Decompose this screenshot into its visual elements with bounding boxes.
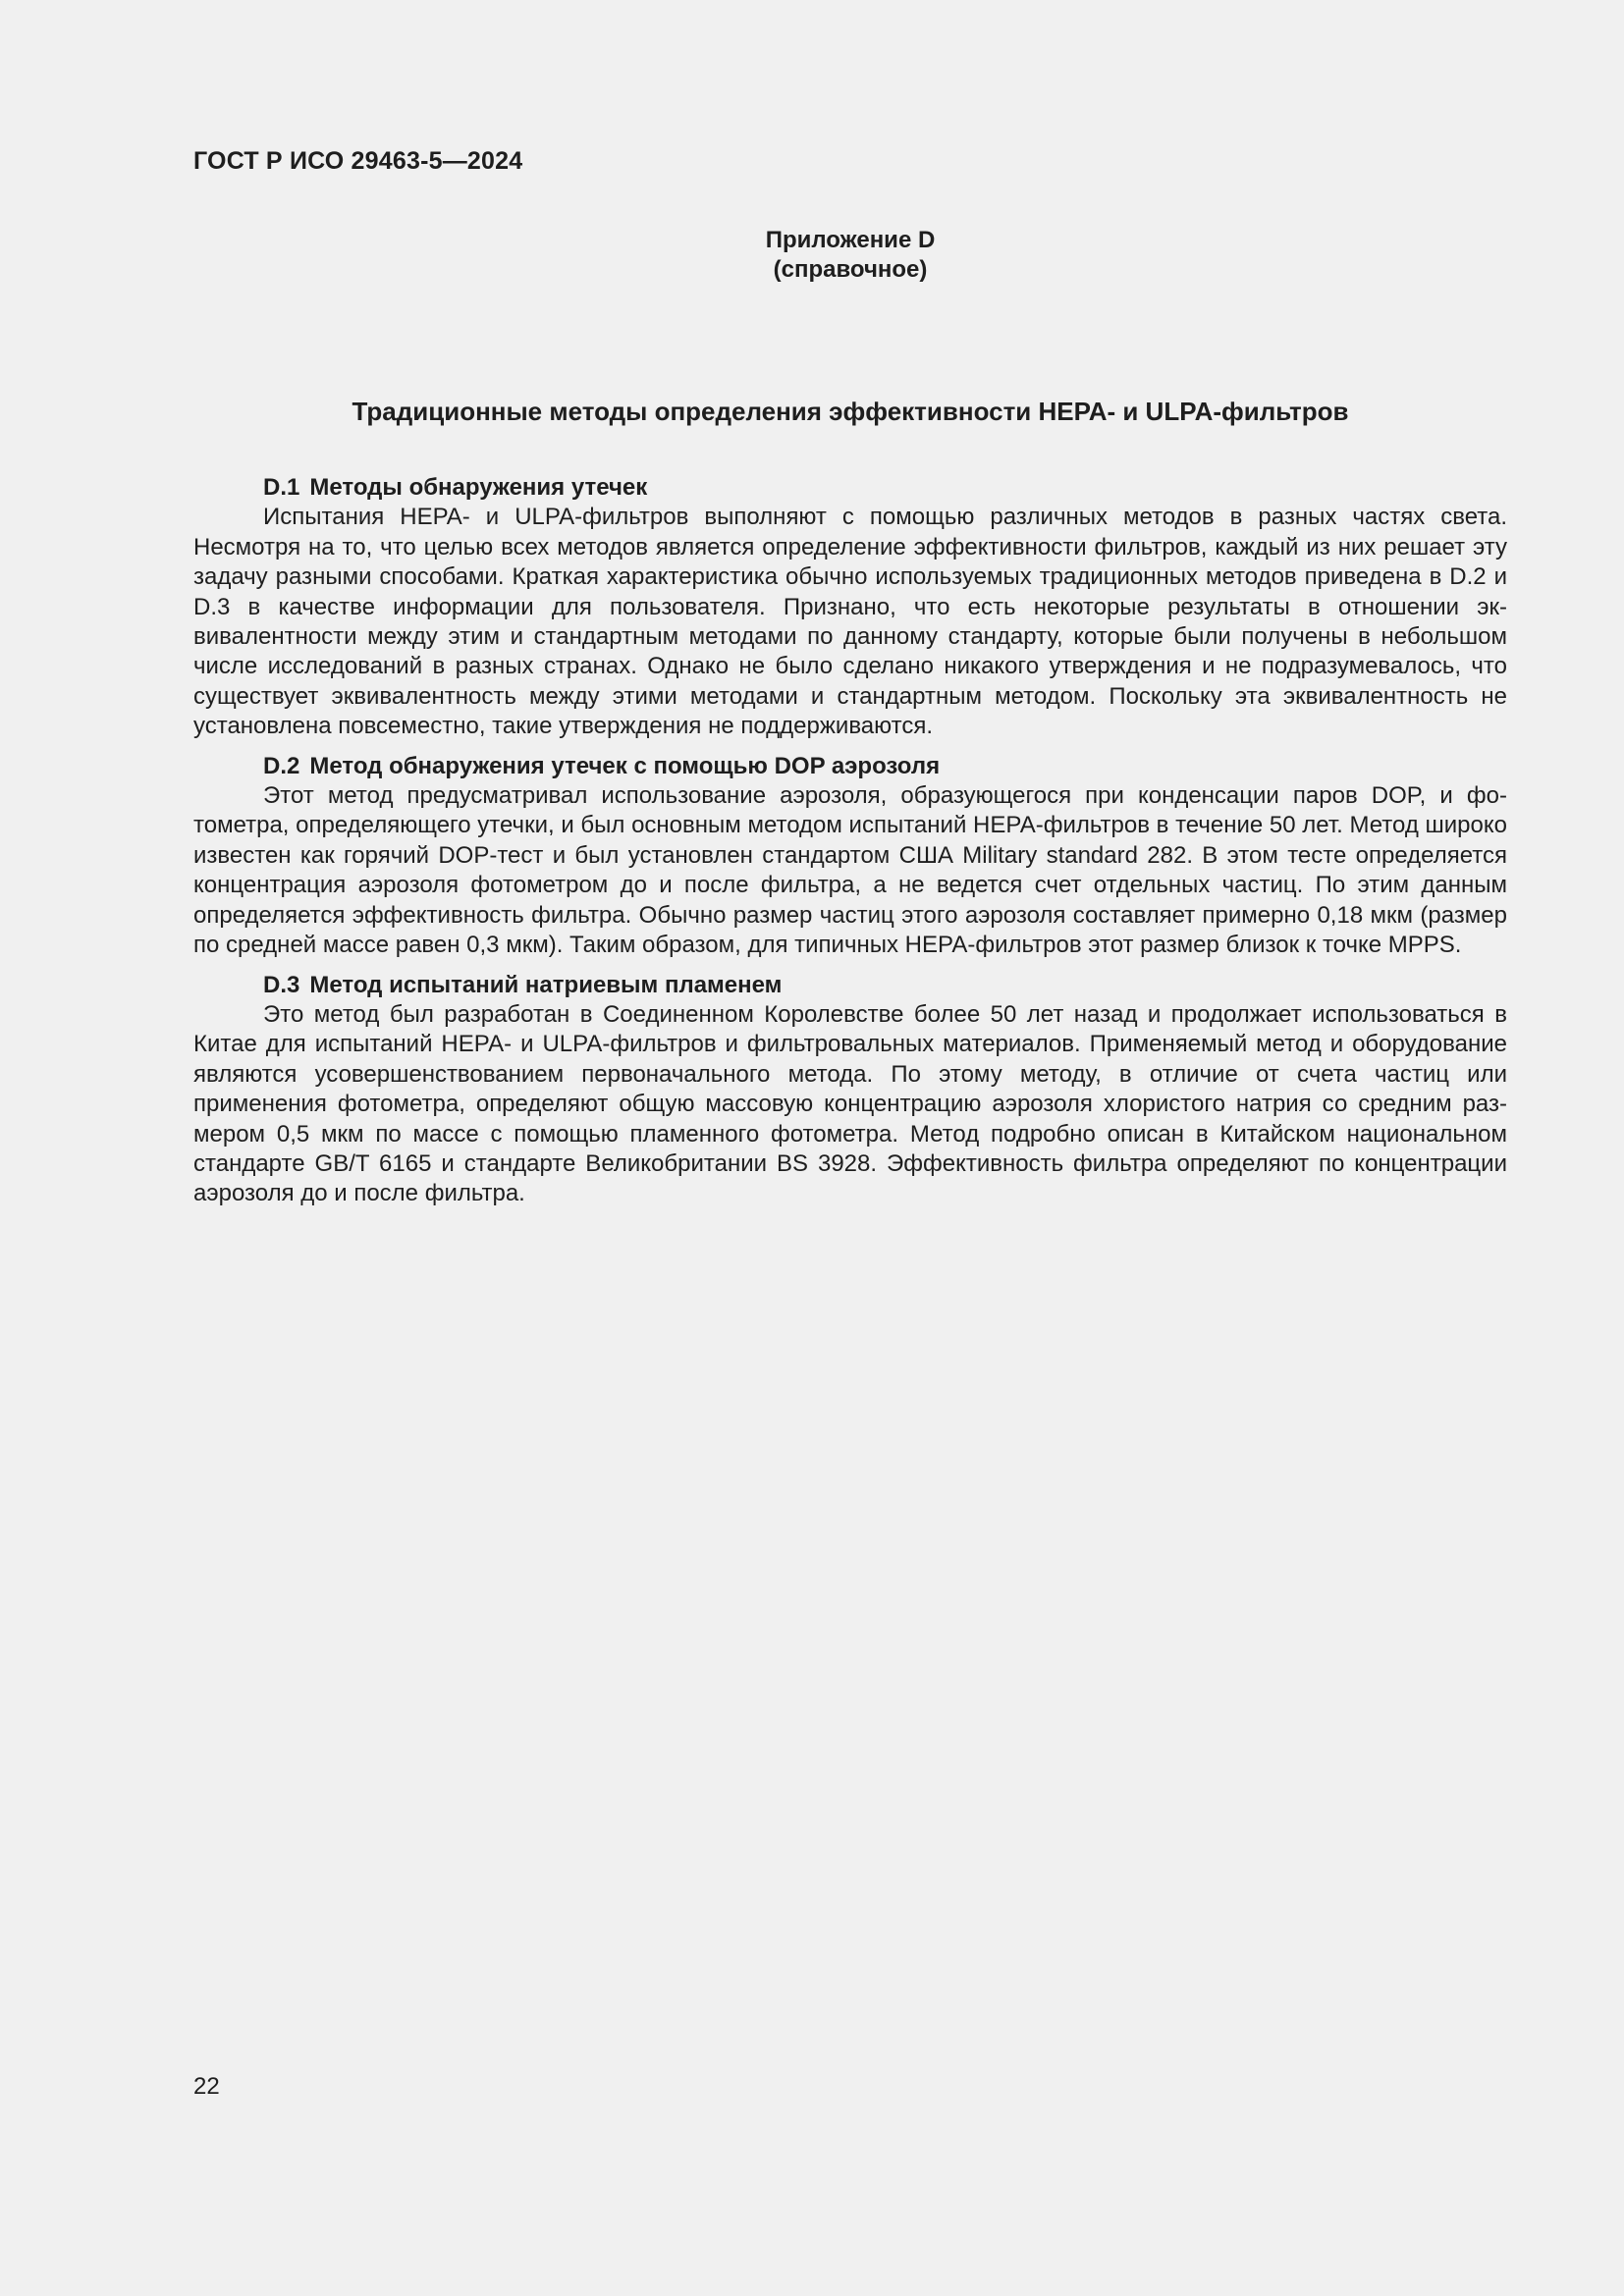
section-heading <box>193 752 1507 781</box>
appendix-caption <box>193 226 1507 285</box>
appendix-title: Традиционные методы определения эффективности НЕРА- и ULPA-фильтров <box>352 397 1349 426</box>
section-paragraph: Это метод был разработан в Соединенном Королевстве более 50 лет назад и продолжает использоваться в Китае для испытаний НЕРА- и ULPA-фильтров и фильтровальных материалов. Применяемый метод и оборудование являются усовершенствованием первоначального метода. По этому методу, в отличие от счета частиц или применения фотометра, определяют общую массовую концентрацию аэрозоля хлористого натрия со средним размером 0,5 мкм по массе с помощью пламенного фотометра. Метод подробно описан в Китайском национальном стандарте GB/T 6165 и стандарте Великобритании BS 3928. Эффективность фильтра определяют по концентрации аэрозоля до и после фильтра. <box>193 1000 1507 1207</box>
section-heading <box>193 971 1507 1000</box>
appendix-type: (справочное) <box>773 256 928 283</box>
section-number: D.1 <box>263 474 300 501</box>
section-d1 <box>193 473 1507 742</box>
document-standard-code: ГОСТ Р ИСО 29463-5—2024 <box>193 147 523 175</box>
page-number: 22 <box>193 2073 220 2100</box>
document-body <box>193 473 1507 1219</box>
section-d2 <box>193 752 1507 961</box>
section-paragraph: Этот метод предусматривал использование аэрозоля, образующегося при конденсации паров DOP, и фотометра, определяющего утечки, и был основным методом испытаний НЕРА-фильтров в течение 50 лет. Метод широко известен как горячий DOP-тест и был установлен стандартом США Military standard 282. В этом тесте определяется концентрация аэрозоля фотометром до и после фильтра, а не ведется счет отдельных частиц. По этим данным определяется эффективность фильтра. Обычно размер частиц этого аэрозоля составляет примерно 0,18 мкм (размер по средней массе равен 0,3 мкм). Таким образом, для типичных НЕРА-фильтров этот размер близок к точке MPPS. <box>193 782 1507 959</box>
section-heading-text: Метод обнаружения утечек с помощью DOP аэрозоля <box>309 752 941 779</box>
section-heading-text: Методы обнаружения утечек <box>309 474 648 501</box>
section-number: D.2 <box>263 752 300 779</box>
section-heading-text: Метод испытаний натриевым пламенем <box>309 971 783 998</box>
section-d3 <box>193 971 1507 1209</box>
section-heading <box>193 473 1507 503</box>
section-paragraph: Испытания HEPA- и ULPA-фильтров выполняют с помощью различных методов в разных частях света. Несмотря на то, что целью всех методов является определение эффективности фильтров, каждый из них решает эту задачу разными способами. Краткая характеристика обычно используемых традиционных методов приведена в D.2 и D.3 в качестве информации для пользователя. Признано, что есть некоторые результаты в отношении эквивалентности между этим и стандартным методами по данному стандарту, которые были получены в небольшом числе исследований в разных странах. Однако не было сделано никакого утверждения и не подразумевалось, что существует эквивалентность между этими методами и стандартным методом. Поскольку эта эквивалентность не установлена повсеместно, такие утверждения не поддерживаются. <box>193 504 1507 740</box>
section-number: D.3 <box>263 971 300 998</box>
appendix-label: Приложение D <box>765 227 936 253</box>
